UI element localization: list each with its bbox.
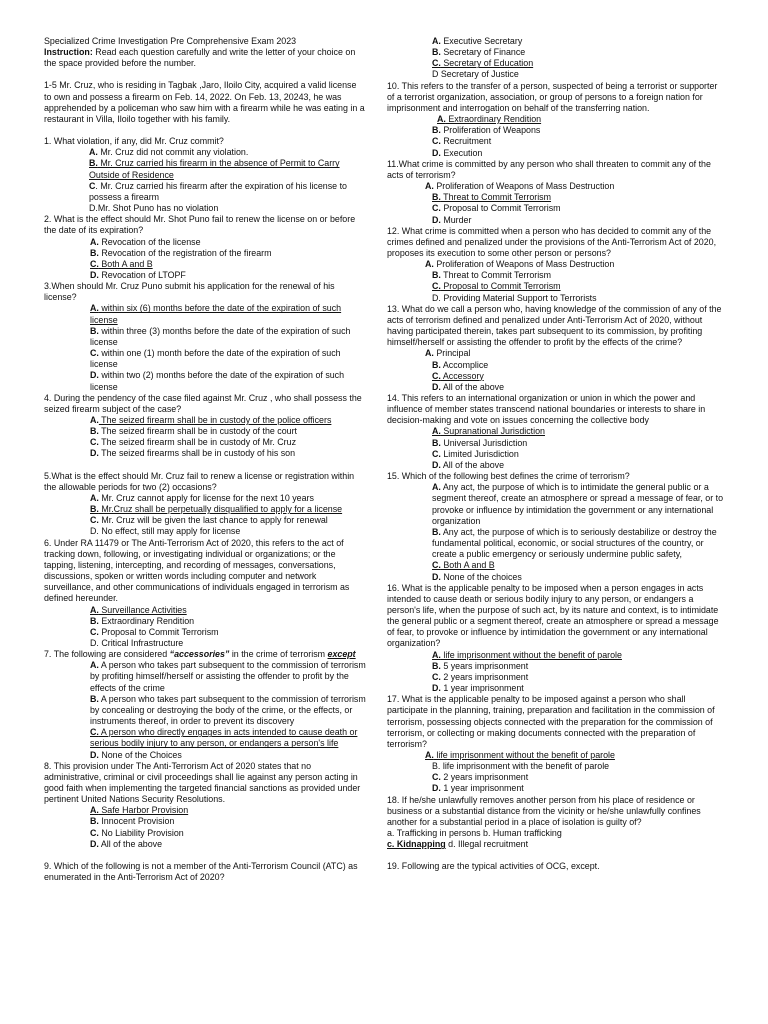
question-5: 5.What is the effect should Mr. Cruz fail to renew a license or registration within the allowable periods for two (2) occasions? xyxy=(44,470,355,492)
q9-option-c: C. Secretary of Education xyxy=(432,58,534,69)
question-15: 15. Which of the following best defines the crime of terrorism? xyxy=(387,471,630,482)
q12-option-d: D. Providing Material Support to Terrorists xyxy=(432,292,597,303)
instruction-label: Instruction: xyxy=(44,47,93,58)
q15-option-a: A. Any act, the purpose of which is to intimidate the general public or a segment thereof, create an atmosphere or spread a message of fear, or to provoke or influence by intimidation the government or any international organization xyxy=(432,482,724,526)
q1-option-b: B. Mr. Cruz carried his firearm in the absence of Permit to Carry Outside of Residence xyxy=(89,158,340,180)
q10-option-d: D. Execution xyxy=(432,147,483,158)
except-emphasis: except xyxy=(327,649,356,660)
q2-option-d: D. Revocation of LTOPF xyxy=(90,269,186,280)
q1-option-a: A. Mr. Cruz did not commit any violation. xyxy=(89,147,249,158)
left-column xyxy=(44,36,366,883)
question-14: 14. This refers to an international organization or union in which the power and influence of member states transcend national boundaries or interests to share in decision-making and vote on issues concerning the collective body xyxy=(387,393,706,426)
q11-option-a: A. Proliferation of Weapons of Mass Destruction xyxy=(425,181,615,192)
q1-option-c: C. Mr. Cruz carried his firearm after the expiration of his license to possess a firearm xyxy=(89,180,347,202)
q15-option-c: C. Both A and B xyxy=(432,560,495,571)
q2-option-a: A. Revocation of the license xyxy=(90,236,201,247)
q11-option-c: C. Proposal to Commit Terrorism xyxy=(432,203,561,214)
q13-option-c: C. Accessory xyxy=(432,370,484,381)
question-6: 6. Under RA 11479 or The Anti-Terrorism Act of 2020, this refers to the act of tracking down, following, or investigating individual or organizations; or the tapping, listening, intercepting, and recording of messages, conversations, discussions, spoken or written words including computer and network surveillance, and other communications of individuals engaged in terrorism as defined hereunder. xyxy=(44,537,350,604)
q18-option-d: d. Illegal recruitment xyxy=(445,839,529,850)
q9-option-d: D Secretary of Justice xyxy=(432,69,519,80)
q13-option-b: B. Accomplice xyxy=(432,359,489,370)
q7-option-a: A. A person who takes part subsequent to the commission of terrorism by profiting himself/herself or assisting the offender to profit by the effects of the crime xyxy=(90,660,366,693)
q6-option-d: D. Critical Infrastructure xyxy=(90,637,184,648)
q9-option-a: A. Executive Secretary xyxy=(432,36,523,46)
question-18: 18. If he/she unlawfully removes another person from his place of residence or business or a substantial distance from the vicinity or he/she unlawfully confines another for a substantial period in a place of isolation is guilty of? xyxy=(387,794,701,827)
q5-option-a: A. Mr. Cruz cannot apply for license for the next 10 years xyxy=(90,492,314,503)
q11-option-b: B. Threat to Commit Terrorism xyxy=(432,192,552,203)
q3-option-c: C. within one (1) month before the date of the expiration of such license xyxy=(90,348,341,370)
q5-option-c: C. Mr. Cruz will be given the last chance to apply for renewal xyxy=(90,515,328,526)
q17-option-c: C. 2 years imprisonment xyxy=(432,772,529,783)
question-8: 8. This provision under The Anti-Terrorism Act of 2020 states that no administrative, criminal or civil proceedings shall lie against any person acting in good faith when implementing the targeted financial sanctions as provided under pertinent United Nations Security Resolutions. xyxy=(44,760,361,805)
q10-option-b: B. Proliferation of Weapons xyxy=(432,125,541,136)
q17-option-a: A. life imprisonment without the benefit of parole xyxy=(425,750,615,760)
question-9: 9. Which of the following is not a member of the Anti-Terrorism Council (ATC) as enumerated in the Anti-Terrorism Act of 2020? xyxy=(44,860,358,883)
question-4: 4. During the pendency of the case filed against Mr. Cruz , who shall possess the seized firearm subject of the case? xyxy=(44,392,362,414)
q2-option-b: B. Revocation of the registration of the firearm xyxy=(90,247,272,258)
q13-option-a: A. Principal xyxy=(425,348,471,359)
q10-option-c: C. Recruitment xyxy=(432,136,492,147)
q4-option-d: D. The seized firearms shall be in custody of his son xyxy=(90,448,296,459)
question-11: 11.What crime is committed by any person who shall threaten to commit any of the acts of terrorism? xyxy=(387,158,711,180)
q14-option-a: A. Supranational Jurisdiction xyxy=(432,426,545,437)
q1-option-d: D.Mr. Shot Puno has no violation xyxy=(89,203,219,214)
q6-option-b: B. Extraordinary Rendition xyxy=(90,615,195,626)
case-intro: 1-5 Mr. Cruz, who is residing in Tagbak ,Jaro, Iloilo City, acquired a valid license to own and possess a firearm on Feb. 14, 2022. On Feb. 13, 20243, he was apprehended by a policeman who saw him with a firearm while he was eating in a restaurant in Villa, Iloilo together with his family. xyxy=(44,80,365,124)
q16-option-a: A. life imprisonment without the benefit of parole xyxy=(432,649,622,660)
q18-option-c: c. Kidnapping xyxy=(387,839,446,850)
q3-option-b: B. within three (3) months before the date of the expiration of such license xyxy=(90,325,351,347)
q16-option-d: D. 1 year imprisonment xyxy=(432,683,524,694)
instruction-text: Read each question carefully and write the letter of your choice on the space provided before the number. xyxy=(44,47,356,69)
q14-option-b: B. Universal Jurisdiction xyxy=(432,437,528,448)
question-17: 17. What is the applicable penalty to be imposed against a person who shall participate in the planning, training, preparation and facilitation in the commission of terrorism, possessing objects connected with the preparation for the commission of terrorism, or collecting or making documents connected with the preparation of terrorism? xyxy=(387,694,715,749)
q9-option-b: B. Secretary of Finance xyxy=(432,47,526,58)
q8-option-a: A. Safe Harbor Provision xyxy=(90,805,189,816)
q5-option-b: B. Mr.Cruz shall be perpetually disqualified to apply for a license xyxy=(90,504,343,515)
q3-option-a: A. within six (6) months before the date of the expiration of such license xyxy=(90,303,342,325)
q12-option-b: B. Threat to Commit Terrorism xyxy=(432,270,552,281)
q4-option-b: B. The seized firearm shall be in custody of the court xyxy=(90,426,298,437)
q4-option-a: A. The seized firearm shall be in custody of the police officers xyxy=(90,415,332,425)
q7-option-b: B. A person who takes part subsequent to the commission of terrorism by concealing or destroying the body of the crime, or the effects, or instruments thereof, in order to prevent its discovery xyxy=(90,693,366,727)
question-13: 13. What do we call a person who, having knowledge of the commission of any of the acts of terrorism defined and penalized under Anti-Terrorism Act of 2020, without having participated therein, takes part subsequent to its commission, by profiting himself/herself or assisting the offender to profit by the effects of the crime? xyxy=(387,303,722,348)
question-19: 19. Following are the typical activities of OCG, except. xyxy=(387,861,600,872)
q10-option-a: A. Extraordinary Rendition xyxy=(437,114,542,125)
right-column xyxy=(387,36,727,873)
question-2: 2. What is the effect should Mr. Shot Puno fail to renew the license on or before the date of its expiration? xyxy=(44,214,356,236)
q17-option-d: D. 1 year imprisonment xyxy=(432,783,524,794)
q8-option-c: C. No Liability Provision xyxy=(90,827,184,838)
question-7: 7. The following are considered “accessories” in the crime of terrorism except xyxy=(44,649,356,660)
instruction xyxy=(44,47,366,69)
q13-option-d: D. All of the above xyxy=(432,381,505,392)
q6-option-a: A. Surveillance Activities xyxy=(90,604,187,615)
q16-option-c: C. 2 years imprisonment xyxy=(432,671,529,682)
exam-title: Specialized Crime Investigation Pre Comprehensive Exam 2023 xyxy=(44,36,297,46)
q12-option-c: C. Proposal to Commit Terrorism xyxy=(432,281,561,292)
q6-option-c: C. Proposal to Commit Terrorism xyxy=(90,626,219,637)
question-12: 12. What crime is committed when a person who has decided to commit any of the crimes defined and penalized under the provisions of the Anti-Terrorism Act of 2020, proposes its execution to some other person or persons? xyxy=(387,225,717,258)
q2-option-c: C. Both A and B xyxy=(90,258,153,269)
q8-option-d: D. All of the above xyxy=(90,838,163,849)
q12-option-a: A. Proliferation of Weapons of Mass Destruction xyxy=(425,259,615,270)
q14-option-c: C. Limited Jurisdiction xyxy=(432,448,519,459)
question-1: 1. What violation, if any, did Mr. Cruz commit? xyxy=(44,136,224,147)
q18-options-cd xyxy=(387,839,727,850)
q17-option-b: B. life imprisonment with the benefit of parole xyxy=(432,761,610,772)
q8-option-b: B. Innocent Provision xyxy=(90,816,175,827)
q16-option-b: B. 5 years imprisonment xyxy=(432,660,529,671)
q5-option-d: D. No effect, still may apply for license xyxy=(90,526,241,537)
question-16: 16. What is the applicable penalty to be imposed when a person engages in acts intended to cause death or serious bodily injury to any person, or endangers a person's life, when the purpose of such act, by its nature and context, is to intimidate the general public or a segment thereof, create an atmosphere or spread a message of fear, to provoke or influence by intimidation the government or any international organization? xyxy=(387,582,719,649)
q3-option-d: D. within two (2) months before the date of the expiration of such license xyxy=(90,370,345,392)
q15-option-d: D. None of the choices xyxy=(432,571,522,582)
q7-option-d: D. None of the Choices xyxy=(90,749,182,760)
question-3: 3.When should Mr. Cruz Puno submit his application for the renewal of his license? xyxy=(44,281,335,303)
q14-option-d: D. All of the above xyxy=(432,459,505,470)
q15-option-b: B. Any act, the purpose of which is to seriously destabilize or destroy the fundamental political, economic, or social structures of the country, or create a public emergency or seriously undermine public safety, xyxy=(432,526,717,560)
q18-options-ab: a. Trafficking in persons b. Human trafficking xyxy=(387,828,562,839)
q7-option-c: C. A person who directly engages in acts intended to cause death or serious bodily injury to any person, or endangers a person's life xyxy=(90,727,358,749)
q4-option-c: C. The seized firearm shall be in custody of Mr. Cruz xyxy=(90,437,297,448)
q11-option-d: D. Murder xyxy=(432,214,472,225)
question-10: 10. This refers to the transfer of a person, suspected of being a terrorist or supporter of a terrorist organization, association, or group of persons to a foreign nation for imprisonment and interrogation on behalf of the transferring nation. xyxy=(387,80,718,113)
